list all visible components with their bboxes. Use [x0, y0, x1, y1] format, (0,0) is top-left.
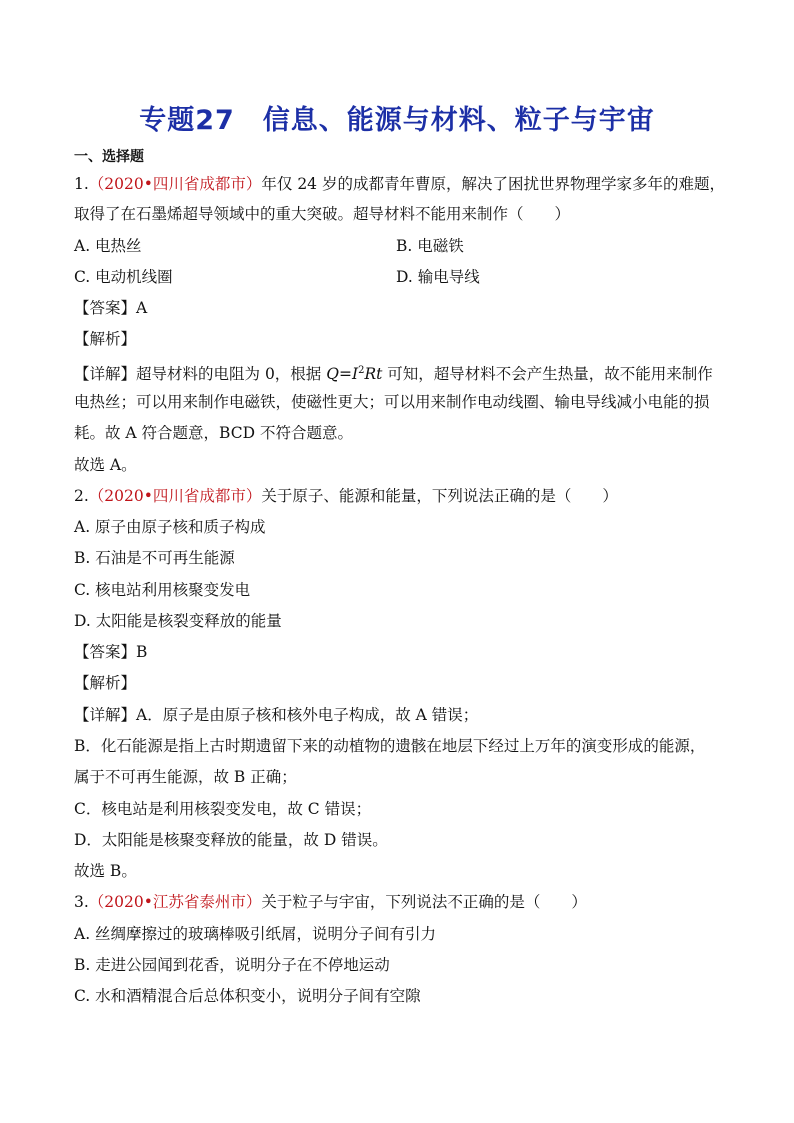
- question-2-detail-line-1: 【详解】A．原子是由原子核和核外电子构成，故 A 错误；: [74, 706, 479, 724]
- question-1-detail-line-3: 耗。故 A 符合题意，BCD 不符合题意。: [74, 424, 353, 442]
- question-source: （2020•四川省成都市）: [88, 175, 262, 193]
- question-2-detail-line-3: 属于不可再生能源，故 B 正确；: [74, 768, 297, 786]
- question-3-option-b: B. 走进公园闻到花香，说明分子在不停地运动: [74, 956, 390, 974]
- question-1-stem-line-1: 1.（2020•四川省成都市）年仅 24 岁的成都青年曹原，解决了困扰世界物理学家多年的难题，: [74, 175, 725, 193]
- question-3-option-c: C. 水和酒精混合后总体积变小，说明分子间有空隙: [74, 987, 421, 1005]
- question-1-analysis-label: 【解析】: [74, 330, 137, 348]
- question-1-detail-line-2: 电热丝；可以用来制作电磁铁，使磁性更大；可以用来制作电动线圈、输电导线减小电能的损: [74, 393, 710, 411]
- question-1-answer: 【答案】A: [74, 299, 148, 317]
- question-3-stem: 3.（2020•江苏省泰州市）关于粒子与宇宙，下列说法不正确的是（ ）: [74, 893, 587, 911]
- question-2-detail-line-2: B．化石能源是指上古时期遗留下来的动植物的遗骸在地层下经过上万年的演变形成的能源，: [74, 737, 706, 755]
- question-number: 3.: [74, 893, 89, 911]
- question-3-option-a: A. 丝绸摩擦过的玻璃棒吸引纸屑，说明分子间有引力: [74, 925, 437, 943]
- question-2-analysis-label: 【解析】: [74, 674, 137, 692]
- question-1-option-b: B. 电磁铁: [396, 237, 464, 255]
- question-1-option-a: A. 电热丝: [74, 237, 142, 255]
- question-1-stem-line-2: 取得了在石墨烯超导领域中的重大突破。超导材料不能用来制作（ ）: [74, 205, 571, 223]
- question-2-option-b: B. 石油是不可再生能源: [74, 549, 235, 567]
- question-1-option-d: D. 输电导线: [396, 268, 480, 286]
- question-2-option-a: A. 原子由原子核和质子构成: [74, 518, 266, 536]
- question-source: （2020•江苏省泰州市）: [88, 893, 262, 911]
- question-2-option-c: C. 核电站利用核聚变发电: [74, 581, 251, 599]
- question-2-detail-line-5: D．太阳能是核聚变释放的能量，故 D 错误。: [74, 831, 388, 849]
- question-number: 1.: [74, 175, 89, 193]
- section-heading: 一、选择题: [74, 149, 144, 165]
- question-source: （2020•四川省成都市）: [88, 487, 262, 505]
- question-1-detail-line-1: 【详解】超导材料的电阻为 0，根据 $Q=I^2Rt$ 可知，超导材料不会产生热量，故不能用来制作: [74, 365, 713, 384]
- question-1-option-c: C. 电动机线圈: [74, 268, 173, 286]
- question-number: 2.: [74, 487, 89, 505]
- question-2-option-d: D. 太阳能是核裂变释放的能量: [74, 612, 282, 630]
- question-1-choose: 故选 A。: [74, 456, 137, 474]
- question-2-answer: 【答案】B: [74, 643, 148, 661]
- question-2-choose: 故选 B。: [74, 862, 137, 880]
- question-2-stem: 2.（2020•四川省成都市）关于原子、能源和能量，下列说法正确的是（ ）: [74, 487, 618, 505]
- question-2-detail-line-4: C．核电站是利用核裂变发电，故 C 错误；: [74, 800, 372, 818]
- page-title: 专题27 信息、能源与材料、粒子与宇宙: [139, 105, 655, 136]
